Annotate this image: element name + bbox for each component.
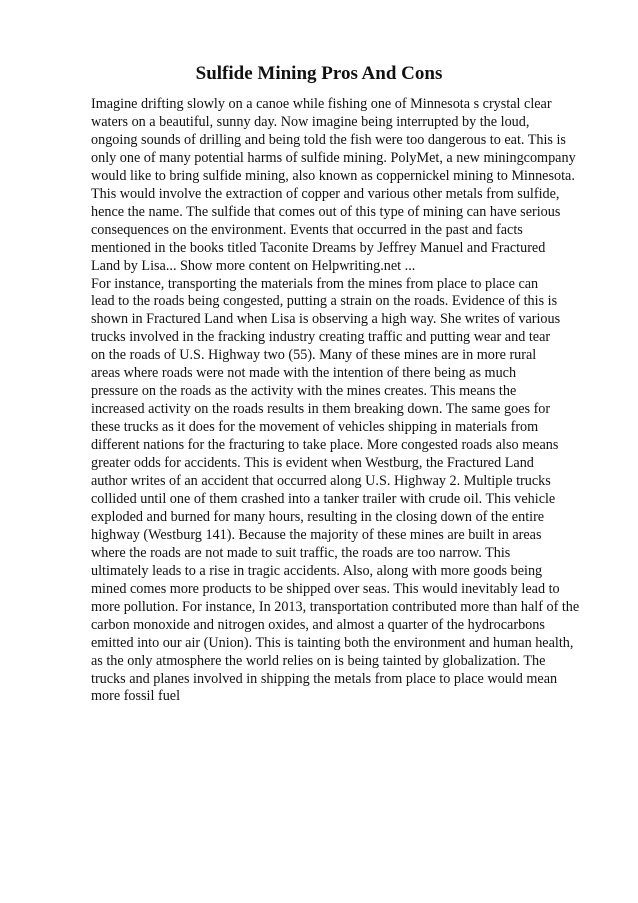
body-line: lead to the roads being congested, putting a strain on the roads. Evidence of this is bbox=[91, 293, 558, 310]
body-line: increased activity on the roads results in them breaking down. The same goes for bbox=[91, 401, 551, 418]
body-line: as the only atmosphere the world relies on is being tainted by globalization. The bbox=[91, 652, 546, 669]
body-line: Land by Lisa... Show more content on Helpwriting.net ... bbox=[91, 257, 416, 274]
document-title: Sulfide Mining Pros And Cons bbox=[195, 63, 443, 84]
body-line: where the roads are not made to suit traffic, the roads are too narrow. This bbox=[91, 544, 511, 561]
body-line: carbon monoxide and nitrogen oxides, and almost a quarter of the hydrocarbons bbox=[91, 616, 545, 633]
body-line: trucks and planes involved in shipping the metals from place to place would mean bbox=[91, 670, 558, 687]
body-line: different nations for the fracturing to take place. More congested roads also means bbox=[91, 437, 559, 454]
body-line: greater odds for accidents. This is evident when Westburg, the Fractured Land bbox=[91, 455, 534, 472]
body-line: waters on a beautiful, sunny day. Now imagine being interrupted by the loud, bbox=[91, 113, 530, 130]
body-line: For instance, transporting the materials from the mines from place to place can bbox=[91, 275, 539, 292]
body-line: author writes of an accident that occurred along U.S. Highway 2. Multiple trucks bbox=[91, 473, 551, 490]
body-line: collided until one of them crashed into a tanker trailer with crude oil. This vehicle bbox=[91, 490, 556, 507]
body-line: mentioned in the books titled Taconite Dreams by Jeffrey Manuel and Fractured bbox=[91, 239, 546, 256]
body-line: more pollution. For instance, In 2013, transportation contributed more than half of the bbox=[91, 598, 580, 615]
body-line: This would involve the extraction of copper and various other metals from sulfide, bbox=[91, 185, 560, 202]
body-line: ultimately leads to a rise in tragic accidents. Also, along with more goods being bbox=[91, 562, 543, 579]
body-line: these trucks as it does for the movement of vehicles shipping in materials from bbox=[91, 419, 539, 436]
body-line: hence the name. The sulfide that comes out of this type of mining can have serious bbox=[91, 203, 561, 220]
body-line: shown in Fractured Land when Lisa is observing a high way. She writes of various bbox=[91, 311, 561, 328]
document-body bbox=[91, 96, 631, 706]
body-line: pressure on the roads as the activity with the mines creates. This means the bbox=[91, 383, 517, 400]
body-line: only one of many potential harms of sulfide mining. PolyMet, a new miningcompany bbox=[91, 149, 576, 166]
body-line: exploded and burned for many hours, resulting in the closing down of the entire bbox=[91, 508, 545, 525]
body-line: would like to bring sulfide mining, also known as coppernickel mining to Minnesota. bbox=[91, 167, 575, 184]
body-line: consequences on the environment. Events that occurred in the past and facts bbox=[91, 221, 523, 238]
body-line: mined comes more products to be shipped over seas. This would inevitably lead to bbox=[91, 580, 560, 597]
body-line: more fossil fuel bbox=[91, 688, 181, 705]
body-line: on the roads of U.S. Highway two (55). Many of these mines are in more rural bbox=[91, 347, 537, 364]
body-line: highway (Westburg 141). Because the majority of these mines are built in areas bbox=[91, 526, 542, 543]
body-line: Imagine drifting slowly on a canoe while fishing one of Minnesota s crystal clear bbox=[91, 96, 552, 112]
body-line: emitted into our air (Union). This is tainting both the environment and human health, bbox=[91, 634, 574, 651]
body-line: trucks involved in the fracking industry creating traffic and putting wear and tear bbox=[91, 329, 551, 346]
body-line: areas where roads were not made with the intention of there being as much bbox=[91, 365, 517, 382]
body-line: ongoing sounds of drilling and being told the fish were too dangerous to eat. This is bbox=[91, 131, 566, 148]
